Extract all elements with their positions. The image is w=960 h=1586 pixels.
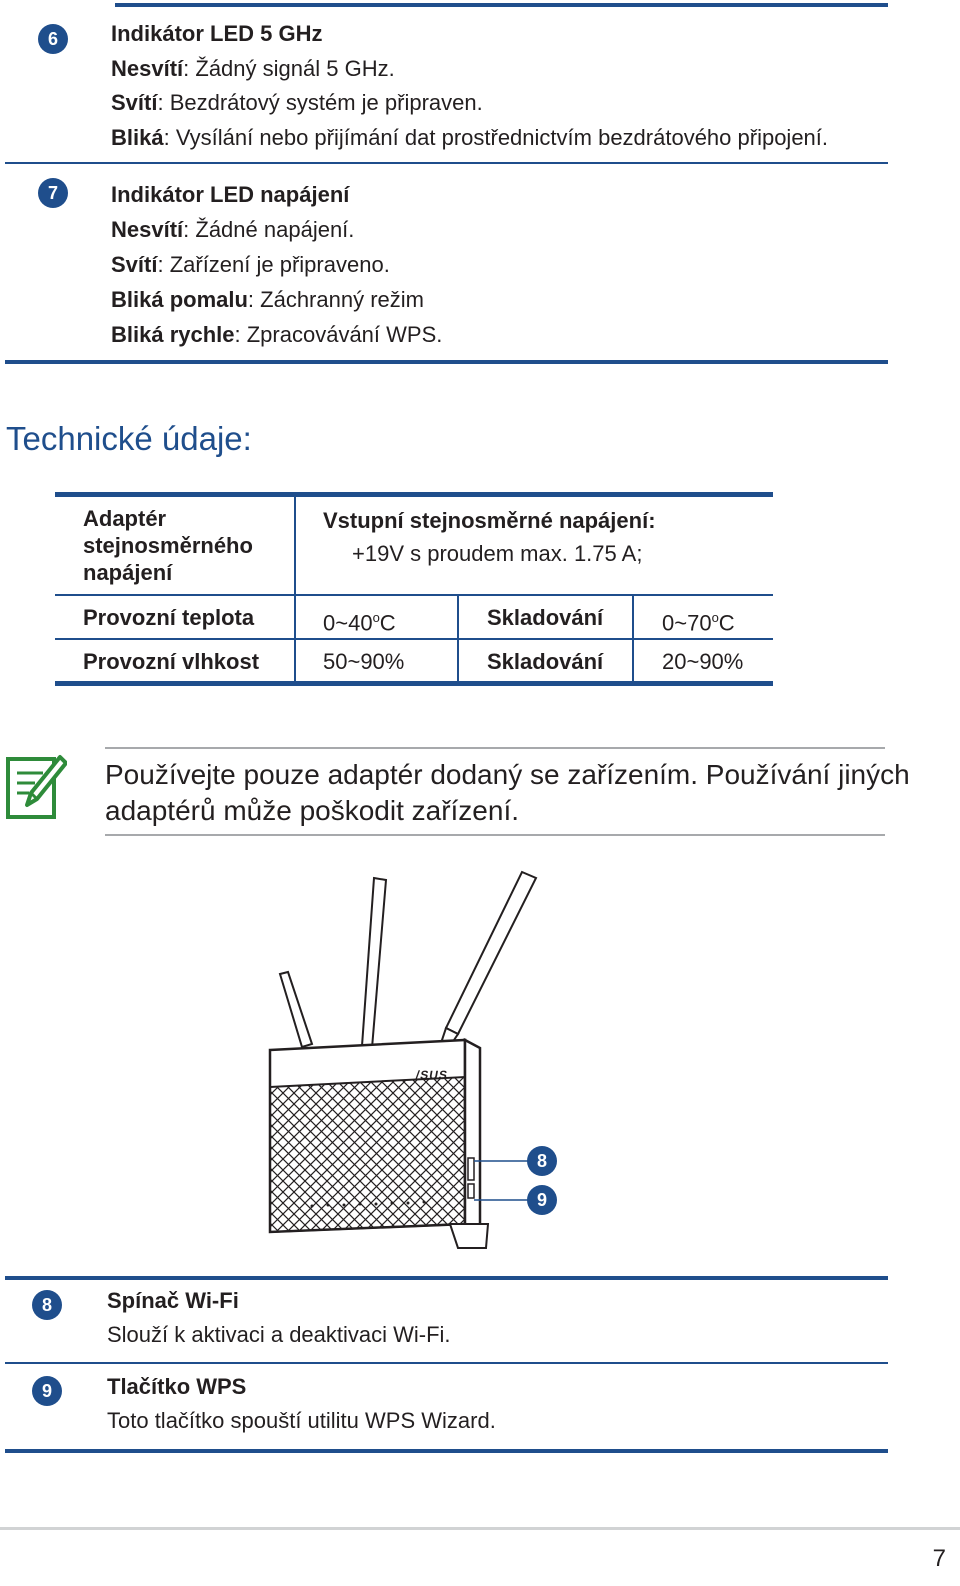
item-7-title: Indikátor LED napájení: [111, 182, 350, 207]
item-7-row-2-label: Svítí: [111, 252, 158, 277]
temp-value: [323, 604, 396, 637]
item-separator: [5, 162, 888, 164]
item-9-text: Toto tlačítko spouští utilitu WPS Wizard.: [107, 1408, 496, 1433]
temp-label: Provozní teplota: [83, 605, 255, 630]
note-top-rule: [105, 747, 885, 749]
temp-degree: o: [372, 610, 380, 625]
item-6-row-2-label: Svítí: [111, 90, 158, 115]
note-bottom-rule: [105, 834, 885, 836]
humidity-storage-label: Skladování: [487, 649, 604, 674]
specs-table-top-rule: [55, 492, 773, 497]
item-7-row-2-text: : Zařízení je připraveno.: [157, 252, 390, 277]
buttons-separator: [5, 1362, 888, 1364]
antenna-right: [446, 872, 536, 1034]
router-side: [465, 1040, 480, 1240]
temp-value-number: 0~40: [323, 610, 373, 636]
specs-heading: Technické údaje:: [6, 420, 252, 457]
note-line-1: Používejte pouze adaptér dodaný se zařízením. Používání jiných: [105, 759, 910, 790]
item-7-row-2: [111, 250, 390, 280]
specs-row-rule-1: [55, 594, 773, 596]
item-7-badge: 7: [38, 178, 68, 208]
temp-storage-label: Skladování: [487, 605, 604, 630]
specs-vsep: [294, 497, 296, 681]
callout-8-badge: 8: [527, 1146, 557, 1176]
item-7-row-3-label: Bliká pomalu: [111, 287, 248, 312]
item-6-row-3-label: Bliká: [111, 125, 164, 150]
item-7-row-4-label: Bliká rychle: [111, 322, 235, 347]
item-6-row-1-label: Nesvítí: [111, 56, 184, 81]
humidity-label: Provozní vlhkost: [83, 649, 260, 674]
buttons-bottom-rule: [5, 1449, 888, 1453]
adapter-label-line-2: stejnosměrného: [83, 533, 253, 558]
item-8-title: Spínač Wi-Fi: [107, 1288, 239, 1313]
antenna-left: [280, 972, 312, 1047]
item-9-badge: 9: [32, 1376, 62, 1406]
item-7-row-4-text: : Zpracovávání WPS.: [234, 322, 443, 347]
item-6-row-2: [111, 88, 483, 118]
note-icon: [5, 751, 67, 821]
router-brand-label: /SUS: [414, 1068, 450, 1082]
humidity-storage-value: 20~90%: [662, 649, 744, 674]
item-7-row-4: [111, 320, 442, 350]
item-6-title: Indikátor LED 5 GHz: [111, 21, 323, 46]
buttons-top-rule: [5, 1276, 888, 1280]
item-7-row-3-text: : Záchranný režim: [247, 287, 424, 312]
item-7-row-3: [111, 285, 424, 315]
item-6-row-3: [111, 123, 828, 153]
callout-9-badge: 9: [527, 1185, 557, 1215]
temp-storage-number: 0~70: [662, 610, 712, 636]
item-7-row-1-text: : Žádné napájení.: [183, 217, 355, 242]
router-mesh-panel: [270, 1077, 465, 1232]
item-6-row-1-text: : Žádný signál 5 GHz.: [183, 56, 395, 81]
antenna-middle: [362, 878, 386, 1048]
top-rule: [115, 3, 888, 7]
led-section-bottom-rule: [5, 360, 888, 364]
note-line-2: adaptérů může poškodit zařízení.: [105, 795, 520, 826]
item-6-badge: 6: [38, 24, 68, 54]
footer-rule: [0, 1527, 960, 1530]
item-6-row-1: [111, 54, 395, 84]
adapter-label-line-1: Adaptér: [83, 506, 167, 531]
humidity-value: 50~90%: [323, 649, 405, 674]
temp-storage-unit: C: [718, 610, 735, 636]
temp-storage-degree: o: [711, 610, 719, 625]
item-7-row-1-label: Nesvítí: [111, 217, 184, 242]
item-7-row-1: [111, 215, 354, 245]
specs-table-bottom-rule: [55, 681, 773, 686]
temp-unit: C: [379, 610, 396, 636]
item-8-text: Slouží k aktivaci a deaktivaci Wi-Fi.: [107, 1322, 451, 1347]
adapter-title: Vstupní stejnosměrné napájení:: [323, 508, 656, 533]
adapter-value: +19V s proudem max. 1.75 A;: [352, 541, 643, 566]
item-8-badge: 8: [32, 1290, 62, 1320]
item-6-row-2-text: : Bezdrátový systém je připraven.: [157, 90, 483, 115]
router-stand: [450, 1224, 488, 1248]
item-6-row-3-text: : Vysílání nebo přijímání dat prostřednictvím bezdrátového připojení.: [163, 125, 829, 150]
specs-row-rule-2: [55, 638, 773, 640]
item-9-title: Tlačítko WPS: [107, 1374, 247, 1399]
page-number: 7: [932, 1545, 946, 1572]
adapter-label-line-3: napájení: [83, 560, 173, 585]
temp-storage-value: [662, 604, 735, 637]
